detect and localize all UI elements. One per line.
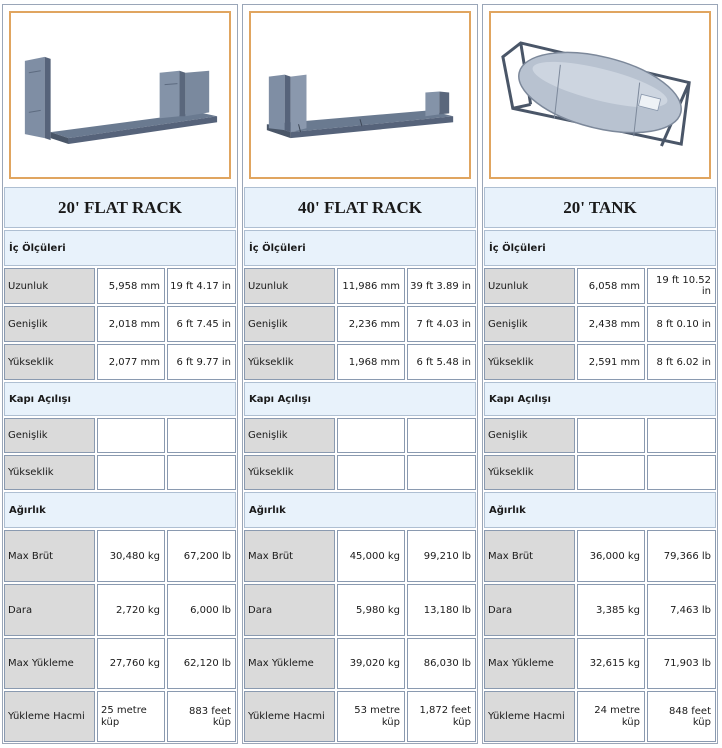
metric-value: 2,077 mm <box>97 344 165 380</box>
row-label: Yükseklik <box>484 455 575 490</box>
table-row <box>244 418 476 453</box>
container-title: 20' TANK <box>484 187 716 228</box>
imperial-value: 86,030 lb <box>407 638 476 689</box>
imperial-value: 79,366 lb <box>647 530 716 582</box>
imperial-value: 7 ft 4.03 in <box>407 306 476 342</box>
tank-20-illustration <box>491 13 709 177</box>
row-label: Dara <box>244 584 335 636</box>
metric-value <box>97 455 165 490</box>
table-row <box>4 638 236 689</box>
row-label: Uzunluk <box>4 268 95 304</box>
section-internal-dimensions: İç Ölçüleri <box>244 230 476 266</box>
row-label: Max Brüt <box>244 530 335 582</box>
section-weight: Ağırlık <box>4 492 236 528</box>
container-image-cell <box>4 6 236 185</box>
section-door-opening: Kapı Açılışı <box>4 382 236 416</box>
table-row <box>4 344 236 380</box>
section-internal-dimensions: İç Ölçüleri <box>484 230 716 266</box>
row-label: Uzunluk <box>244 268 335 304</box>
metric-value <box>577 418 645 453</box>
metric-value: 1,968 mm <box>337 344 405 380</box>
container-column-40-flat-rack <box>242 4 478 744</box>
row-label: Yükseklik <box>244 344 335 380</box>
table-row <box>484 530 716 582</box>
metric-value: 11,986 mm <box>337 268 405 304</box>
table-row <box>244 268 476 304</box>
row-label: Yükleme Hacmi <box>484 691 575 742</box>
imperial-value <box>407 455 476 490</box>
table-row <box>484 455 716 490</box>
imperial-value: 1,872 feet küp <box>407 691 476 742</box>
section-internal-dimensions: İç Ölçüleri <box>4 230 236 266</box>
imperial-value: 7,463 lb <box>647 584 716 636</box>
row-label: Yükleme Hacmi <box>244 691 335 742</box>
row-label: Genişlik <box>244 306 335 342</box>
section-door-opening: Kapı Açılışı <box>484 382 716 416</box>
metric-value <box>337 418 405 453</box>
metric-value: 53 metre küp <box>337 691 405 742</box>
metric-value: 30,480 kg <box>97 530 165 582</box>
imperial-value: 8 ft 6.02 in <box>647 344 716 380</box>
flat-rack-20-image <box>9 11 231 179</box>
row-label: Genişlik <box>244 418 335 453</box>
section-weight: Ağırlık <box>484 492 716 528</box>
section-weight: Ağırlık <box>244 492 476 528</box>
metric-value: 2,720 kg <box>97 584 165 636</box>
metric-value: 2,018 mm <box>97 306 165 342</box>
container-column-20-flat-rack <box>2 4 238 744</box>
table-row-volume <box>244 691 476 742</box>
table-row <box>4 418 236 453</box>
metric-value: 5,958 mm <box>97 268 165 304</box>
table-row <box>484 344 716 380</box>
metric-value <box>577 455 645 490</box>
row-label: Uzunluk <box>484 268 575 304</box>
imperial-value: 883 feet küp <box>167 691 236 742</box>
imperial-value: 6 ft 9.77 in <box>167 344 236 380</box>
row-label: Yükseklik <box>484 344 575 380</box>
metric-value: 2,236 mm <box>337 306 405 342</box>
imperial-value: 848 feet küp <box>647 691 716 742</box>
table-row <box>484 268 716 304</box>
imperial-value: 19 ft 10.52 in <box>647 268 716 304</box>
imperial-value <box>647 418 716 453</box>
imperial-value: 6 ft 5.48 in <box>407 344 476 380</box>
imperial-value: 71,903 lb <box>647 638 716 689</box>
row-label: Genişlik <box>484 306 575 342</box>
table-row <box>4 455 236 490</box>
table-row <box>244 638 476 689</box>
metric-value: 5,980 kg <box>337 584 405 636</box>
metric-value: 27,760 kg <box>97 638 165 689</box>
metric-value: 32,615 kg <box>577 638 645 689</box>
metric-value: 2,591 mm <box>577 344 645 380</box>
table-row <box>484 306 716 342</box>
table-row <box>244 306 476 342</box>
metric-value: 3,385 kg <box>577 584 645 636</box>
imperial-value: 62,120 lb <box>167 638 236 689</box>
row-label: Yükleme Hacmi <box>4 691 95 742</box>
imperial-value <box>407 418 476 453</box>
metric-value: 45,000 kg <box>337 530 405 582</box>
imperial-value: 6,000 lb <box>167 584 236 636</box>
metric-value <box>97 418 165 453</box>
row-label: Dara <box>4 584 95 636</box>
tank-20-image <box>489 11 711 179</box>
table-row-volume <box>4 691 236 742</box>
row-label: Dara <box>484 584 575 636</box>
row-label: Genişlik <box>484 418 575 453</box>
row-label: Max Yükleme <box>4 638 95 689</box>
table-row <box>4 584 236 636</box>
table-row <box>4 268 236 304</box>
imperial-value: 19 ft 4.17 in <box>167 268 236 304</box>
row-label: Max Brüt <box>4 530 95 582</box>
imperial-value <box>647 455 716 490</box>
imperial-value <box>167 455 236 490</box>
metric-value <box>337 455 405 490</box>
metric-value: 2,438 mm <box>577 306 645 342</box>
container-image-cell <box>244 6 476 185</box>
container-title: 20' FLAT RACK <box>4 187 236 228</box>
flat-rack-40-image <box>249 11 471 179</box>
row-label: Yükseklik <box>4 455 95 490</box>
imperial-value: 99,210 lb <box>407 530 476 582</box>
table-row <box>244 530 476 582</box>
flat-rack-40-illustration <box>251 13 469 177</box>
table-row <box>484 638 716 689</box>
row-label: Max Brüt <box>484 530 575 582</box>
table-row <box>484 584 716 636</box>
table-row <box>244 584 476 636</box>
row-label: Yükseklik <box>244 455 335 490</box>
metric-value: 24 metre küp <box>577 691 645 742</box>
table-row <box>244 455 476 490</box>
imperial-value <box>167 418 236 453</box>
table-row <box>4 530 236 582</box>
table-row <box>4 306 236 342</box>
table-row-volume <box>484 691 716 742</box>
table-row <box>244 344 476 380</box>
flat-rack-20-illustration <box>11 13 229 177</box>
imperial-value: 67,200 lb <box>167 530 236 582</box>
metric-value: 6,058 mm <box>577 268 645 304</box>
row-label: Max Yükleme <box>484 638 575 689</box>
container-column-20-tank <box>482 4 718 744</box>
container-image-cell <box>484 6 716 185</box>
row-label: Genişlik <box>4 418 95 453</box>
row-label: Max Yükleme <box>244 638 335 689</box>
section-door-opening: Kapı Açılışı <box>244 382 476 416</box>
imperial-value: 6 ft 7.45 in <box>167 306 236 342</box>
table-row <box>484 418 716 453</box>
imperial-value: 13,180 lb <box>407 584 476 636</box>
row-label: Genişlik <box>4 306 95 342</box>
imperial-value: 8 ft 0.10 in <box>647 306 716 342</box>
container-title: 40' FLAT RACK <box>244 187 476 228</box>
imperial-value: 39 ft 3.89 in <box>407 268 476 304</box>
metric-value: 25 metre küp <box>97 691 165 742</box>
row-label: Yükseklik <box>4 344 95 380</box>
metric-value: 36,000 kg <box>577 530 645 582</box>
metric-value: 39,020 kg <box>337 638 405 689</box>
